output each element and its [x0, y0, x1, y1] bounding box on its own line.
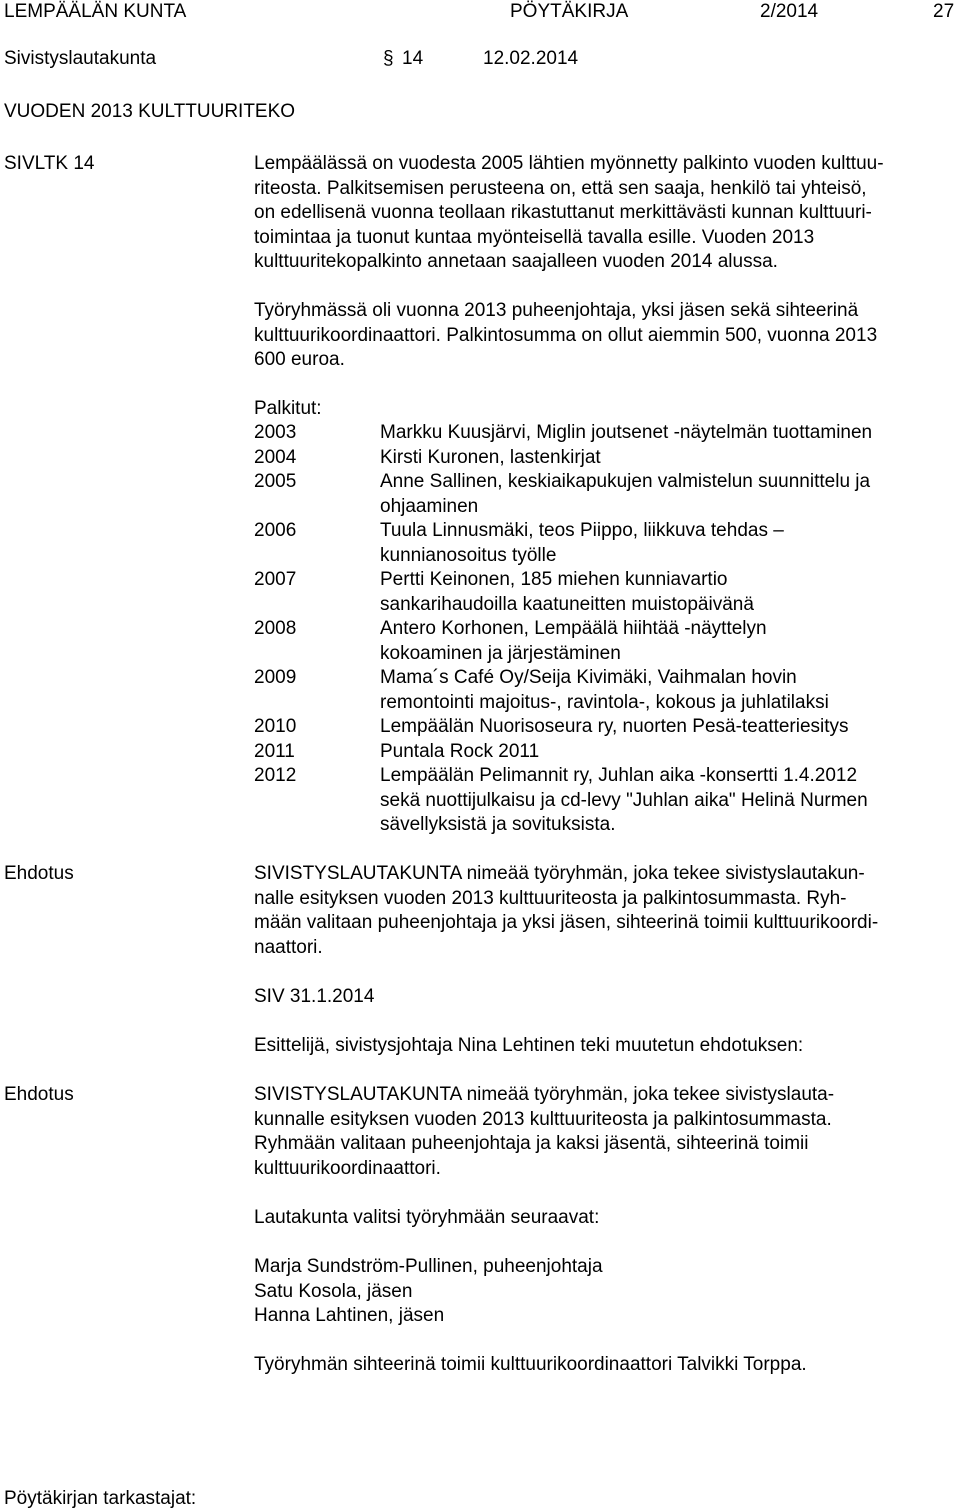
doc-number: 2/2014	[760, 1, 819, 22]
award-text: Tuula Linnusmäki, teos Piippo, liikkuva tehdas –	[380, 520, 784, 541]
text-line: kulttuuritekopalkinto annetaan saajalleen vuoden 2014 alussa.	[254, 251, 778, 272]
award-text: Kirsti Kuronen, lastenkirjat	[380, 446, 601, 468]
text-line: 600 euroa.	[254, 349, 345, 370]
member-item: Hanna Lahtinen, jäsen	[254, 1305, 445, 1326]
award-year: 2005	[254, 471, 297, 492]
award-row	[254, 740, 954, 765]
text-line: kulttuurikoordinaattori. Palkintosumma on ollut aiemmin 500, vuonna 2013	[254, 324, 878, 346]
text-line: naattori.	[254, 936, 323, 958]
award-text: Antero Korhonen, Lempäälä hiihtää -näyttelyn	[380, 618, 767, 639]
proposal-text	[254, 1083, 954, 1181]
page-number: 27	[933, 1, 955, 22]
proposal-label: Ehdotus	[4, 1084, 74, 1105]
awards-list	[254, 421, 954, 838]
award-text: kunnianosoitus työlle	[380, 544, 557, 566]
intro-paragraph	[254, 152, 954, 275]
award-text: kokoaminen ja järjestäminen	[380, 642, 621, 664]
award-year: 2010	[254, 716, 297, 737]
text-line: mään valitaan puheenjohtaja ja yksi jäsen, sihteerinä toimii kulttuurikoordi-	[254, 912, 879, 933]
text-line: SIVISTYSLAUTAKUNTA nimeää työryhmän, joka tekee sivistyslauta-	[254, 1084, 835, 1105]
award-year: 2012	[254, 765, 297, 786]
award-row	[254, 568, 954, 617]
committee-name: Sivistyslautakunta	[4, 48, 157, 69]
doc-type: PÖYTÄKIRJA	[510, 1, 629, 22]
footer-label: Pöytäkirjan tarkastajat:	[4, 1488, 197, 1509]
page-title: VUODEN 2013 KULTTUURITEKO	[4, 101, 296, 122]
award-row	[254, 446, 954, 471]
section-number: 14	[402, 48, 424, 69]
award-year: 2009	[254, 667, 297, 688]
text-line: Lempäälässä on vuodesta 2005 lähtien myönnetty palkinto vuoden kulttuu-	[254, 153, 884, 174]
award-text: Markku Kuusjärvi, Miglin joutsenet -näytelmän tuottaminen	[380, 422, 873, 443]
text-line: riteosta. Palkitsemisen perusteena on, että sen saaja, henkilö tai yhteisö,	[254, 177, 867, 199]
member-item: Marja Sundström-Pullinen, puheenjohtaja	[254, 1256, 603, 1277]
award-year: 2011	[254, 740, 295, 762]
award-text: Puntala Rock 2011	[380, 740, 540, 762]
text-line: on edellisenä vuonna teollaan rikastuttanut merkittävästi kunnan kulttuuri-	[254, 202, 872, 223]
award-text: Anne Sallinen, keskiaikapukujen valmistelun suunnittelu ja	[380, 471, 871, 492]
award-text: Mama´s Café Oy/Seija Kivimäki, Vaihmalan hovin	[380, 667, 797, 688]
text-line: kunnalle esityksen vuoden 2013 kulttuuriteosta ja palkintosummasta.	[254, 1108, 832, 1130]
award-year: 2008	[254, 618, 297, 639]
award-year: 2003	[254, 422, 297, 443]
org-name: LEMPÄÄLÄN KUNTA	[4, 1, 187, 22]
award-text: ohjaaminen	[380, 495, 479, 517]
award-row	[254, 470, 954, 519]
text-line: nalle esityksen vuoden 2013 kulttuuriteosta ja palkintosummasta. Ryh-	[254, 887, 847, 909]
text-line: toimintaa ja tuonut kuntaa myönteisellä tavalla esille. Vuoden 2013	[254, 226, 815, 248]
section-symbol: §	[383, 48, 394, 69]
meeting-date: 12.02.2014	[483, 48, 579, 69]
awards-label: Palkitut:	[254, 398, 322, 419]
award-row	[254, 764, 954, 838]
item-reference: SIVLTK 14	[4, 153, 95, 174]
award-text: remontointi majoitus-, ravintola-, kokous ja juhlatilaksi	[380, 691, 829, 713]
award-year: 2007	[254, 569, 297, 590]
award-text: sekä nuottijulkaisu ja cd-levy "Juhlan aika" Helinä Nurmen	[380, 789, 868, 811]
text-line: SIVISTYSLAUTAKUNTA nimeää työryhmän, joka tekee sivistyslautakun-	[254, 863, 865, 884]
award-text: Pertti Keinonen, 185 miehen kunniavartio	[380, 569, 728, 590]
award-row	[254, 617, 954, 666]
proposal-label: Ehdotus	[4, 863, 74, 884]
group-paragraph	[254, 299, 954, 373]
proposal-text	[254, 862, 954, 960]
text-line: kulttuurikoordinaattori.	[254, 1157, 441, 1179]
award-row	[254, 421, 954, 446]
secretary-note: Työryhmän sihteerinä toimii kulttuurikoordinaattori Talvikki Torppa.	[254, 1354, 807, 1375]
text-line: Ryhmään valitaan puheenjohtaja ja kaksi jäsentä, sihteerinä toimii	[254, 1133, 809, 1154]
award-row	[254, 666, 954, 715]
award-text: Lempäälän Nuorisoseura ry, nuorten Pesä-teatteriesitys	[380, 716, 849, 737]
award-text: sankarihaudoilla kaatuneitten muistopäivänä	[380, 593, 754, 615]
member-item: Satu Kosola, jäsen	[254, 1280, 413, 1302]
award-row	[254, 715, 954, 740]
presenter-note: Esittelijä, sivistysjohtaja Nina Lehtinen teki muutetun ehdotuksen:	[254, 1035, 804, 1056]
members-list	[254, 1255, 954, 1329]
decision-intro: Lautakunta valitsi työryhmään seuraavat:	[254, 1207, 600, 1228]
award-text: Lempäälän Pelimannit ry, Juhlan aika -konsertti 1.4.2012	[380, 765, 858, 786]
award-row	[254, 519, 954, 568]
award-text: sävellyksistä ja sovituksista.	[380, 814, 616, 835]
text-line: Työryhmässä oli vuonna 2013 puheenjohtaja, yksi jäsen sekä sihteerinä	[254, 300, 859, 321]
siv-reference: SIV 31.1.2014	[254, 986, 375, 1007]
award-year: 2004	[254, 446, 297, 468]
award-year: 2006	[254, 520, 297, 541]
